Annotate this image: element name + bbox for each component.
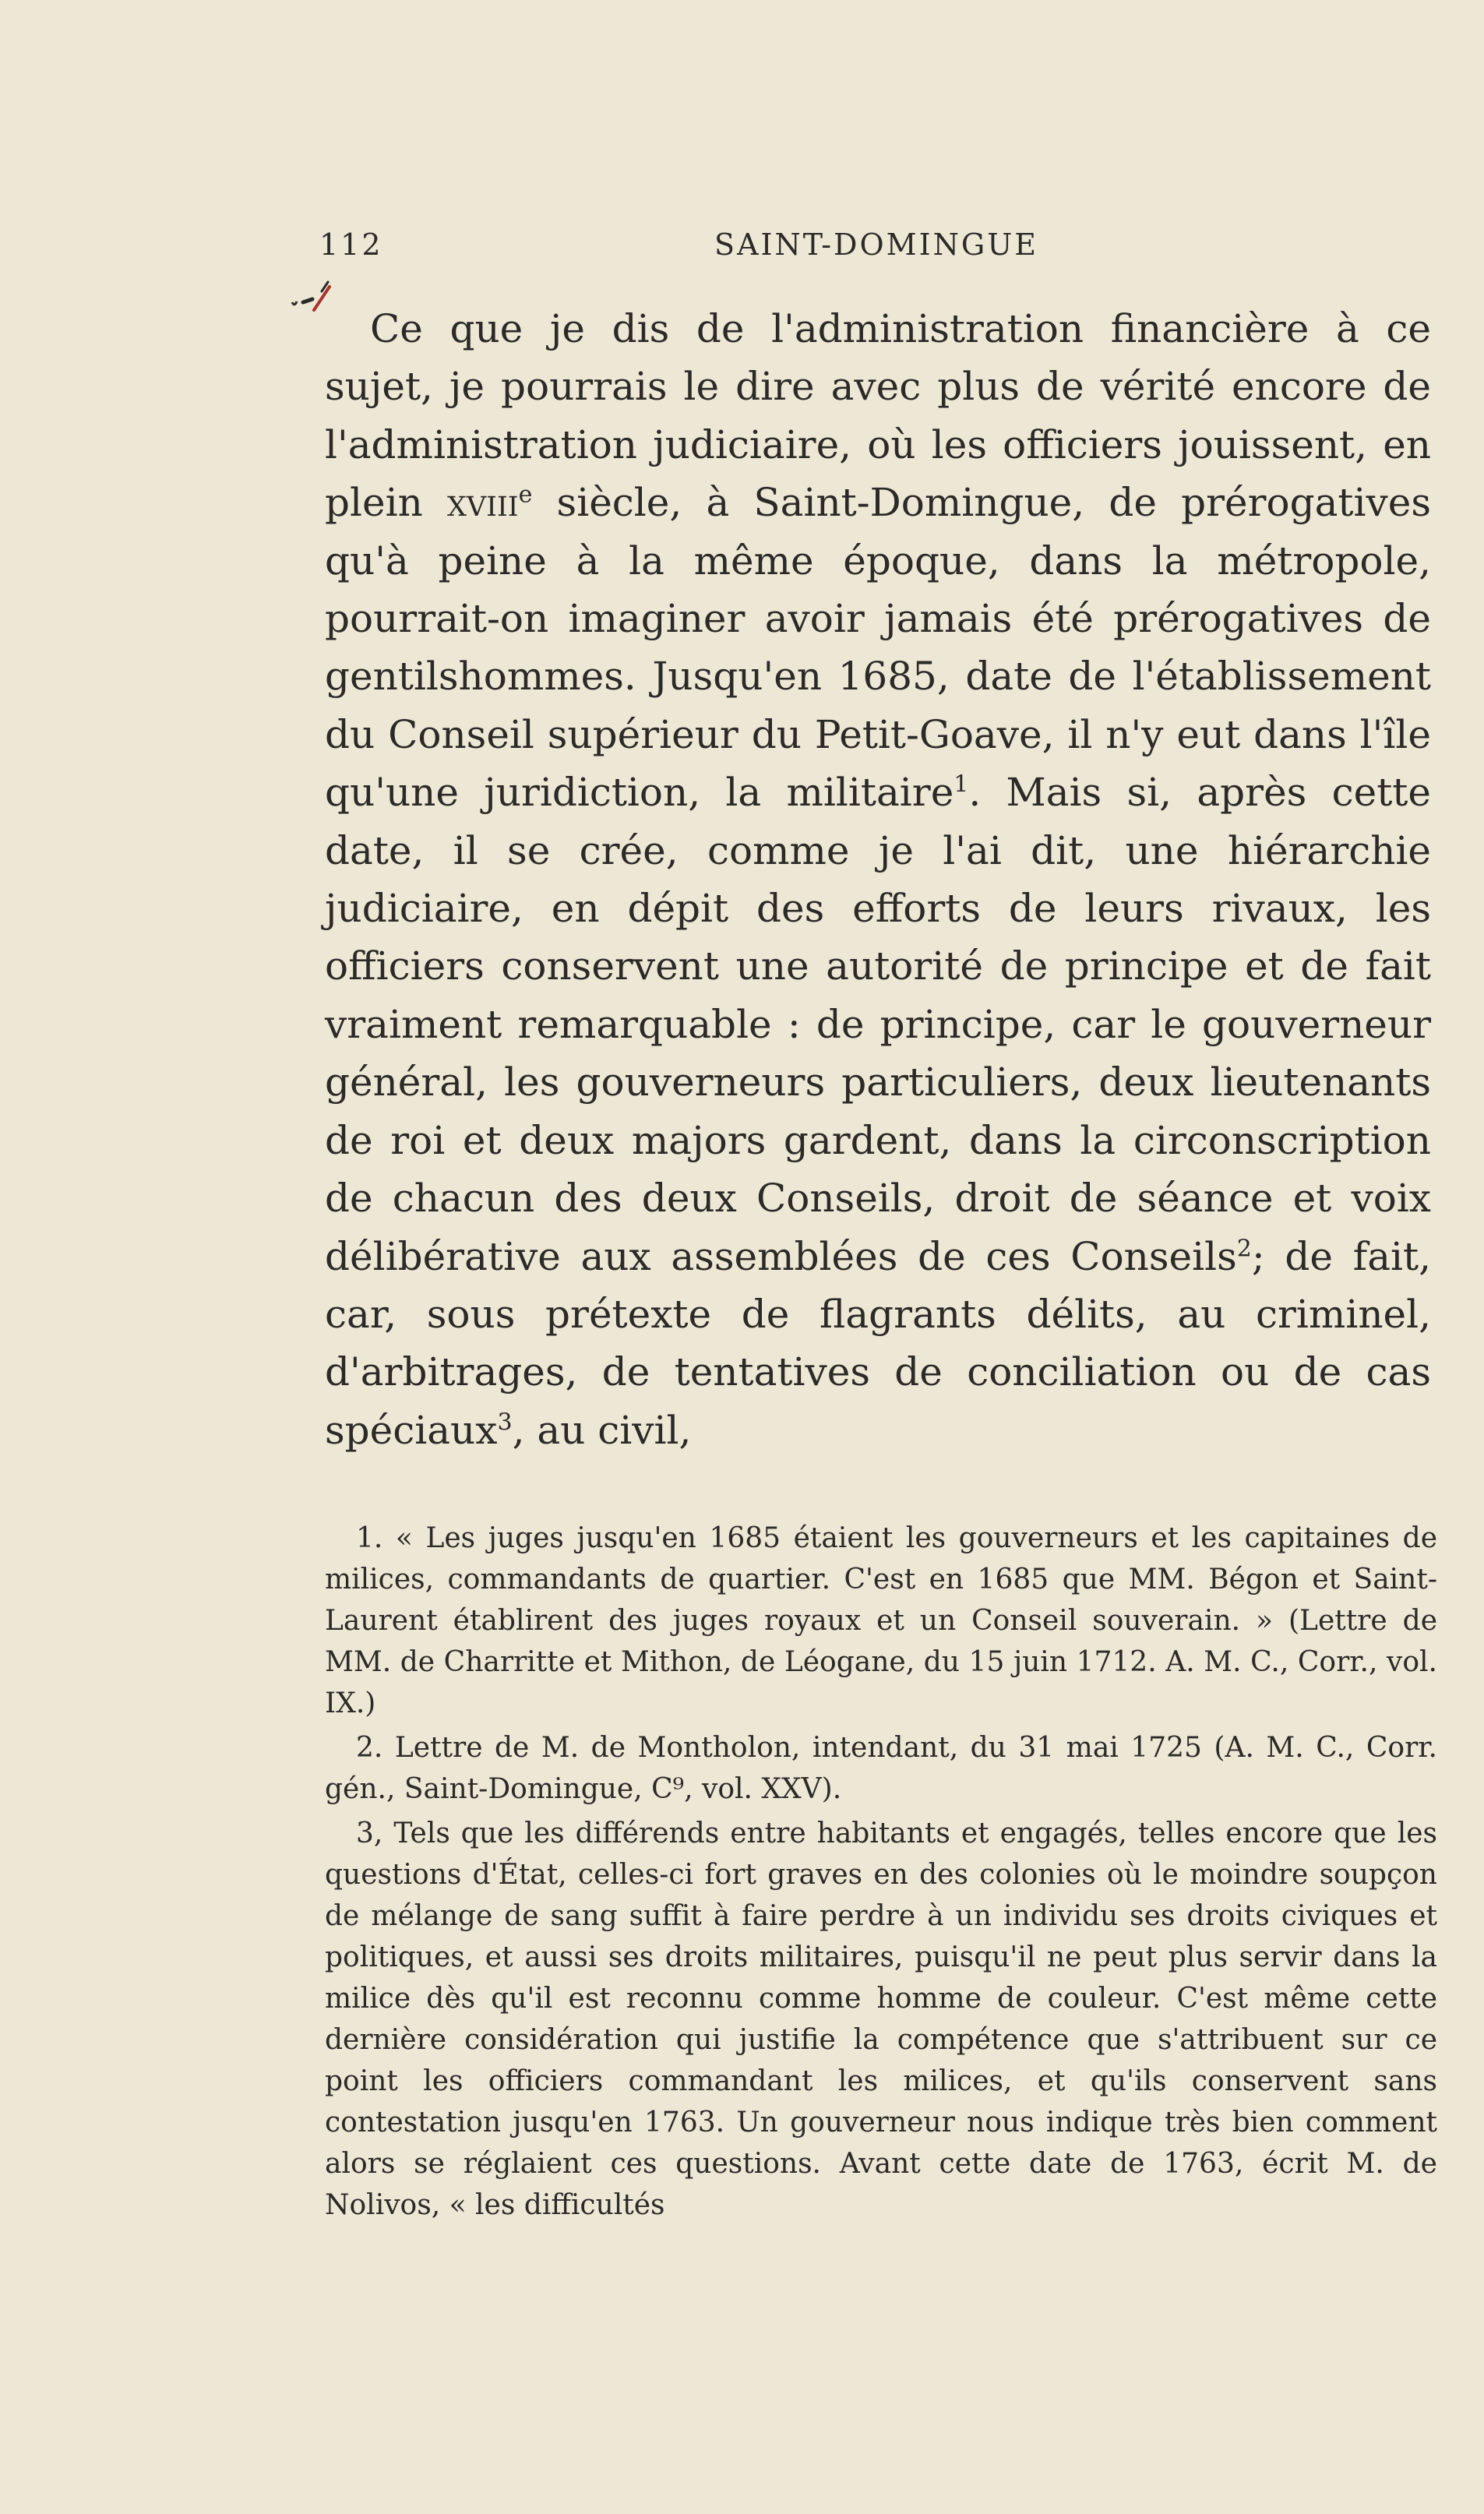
century-numeral: xviii (446, 480, 519, 526)
text-run: , au civil, (512, 1407, 692, 1453)
footnote-ref-3: 3 (497, 1409, 513, 1437)
page-number: 112 (319, 227, 383, 262)
footnote-2: 2. Lettre de M. de Montholon, intendant, du 31 mai 1725 (A. M. C., Corr. gén., Saint-Domingue, C⁹, vol. XXV). (325, 1732, 1437, 1805)
century-suffix: e (518, 481, 533, 509)
main-text (325, 300, 1431, 1459)
running-title: SAINT-DOMINGUE (714, 227, 1038, 262)
text-run: . Mais si, après cette date, il se crée, comme je l'ai dit, une hiérarchie judiciaire, en dépit des efforts de leurs rivaux, les officiers conservent une autorité de principe et de fait vraiment remarquable : de principe, car le gouverneur général, les gouverneurs particuliers, deux lieutenants de roi et deux majors gardent, dans la circonscription de chacun des deux Conseils, droit de séance et voix délibérative aux assemblées de ces Conseils (325, 770, 1431, 1279)
footnotes (325, 1518, 1437, 2229)
footnote-ref-2: 2 (1236, 1234, 1252, 1262)
page-header (319, 227, 1433, 274)
footnote-1: 1. « Les juges jusqu'en 1685 étaient les gouverneurs et les capitaines de milices, commandants de quartier. C'est en 1685 que MM. Bégon et Saint-Laurent établirent des juges royaux et un Conseil souverain. » (Lettre de MM. de Charritte et Mithon, de Léogane, du 15 juin 1712. A. M. C., Corr., vol. IX.) (325, 1522, 1437, 1719)
text-run: ; de fait, car, sous prétexte de flagrants délits, au criminel, d'arbitrages, de tentatives de conciliation ou de cas spéciaux (325, 1233, 1431, 1453)
paragraph (325, 300, 1431, 1459)
footnote-ref-1: 1 (953, 770, 969, 799)
text-run: Ce que je dis de l'administration financière à ce sujet, je pourrais le dire avec plus de vérité encore de l'administration judiciaire, où les officiers jouissent, en plein (325, 306, 1431, 526)
text-run: siècle, à Saint-Domingue, de prérogatives qu'à peine à la même époque, dans la métropole, pourrait-on imaginer avoir jamais été prérogatives de gentilshommes. Jusqu'en 1685, date de l'établissement du Conseil supérieur du Petit-Goave, il n'y eut dans l'île qu'une juridiction, la militaire (325, 480, 1431, 816)
footnote-3: 3, Tels que les différends entre habitants et engagés, telles encore que les questions d'État, celles-ci fort graves en des colonies où le moindre soupçon de mélange de sang suffit à faire perdre à un individu ses droits civiques et politiques, et aussi ses droits militaires, puisqu'il ne peut plus servir dans la milice dès qu'il est reconnu comme homme de couleur. C'est même cette dernière considération qui justifie la compétence que s'attribuent sur ce point les officiers commandant les milices, et qu'ils conservent sans contestation jusqu'en 1763. Un gouverneur nous indique très bien comment alors se réglaient ces questions. Avant cette date de 1763, écrit M. de Nolivos, « les difficultés (325, 1818, 1437, 2221)
